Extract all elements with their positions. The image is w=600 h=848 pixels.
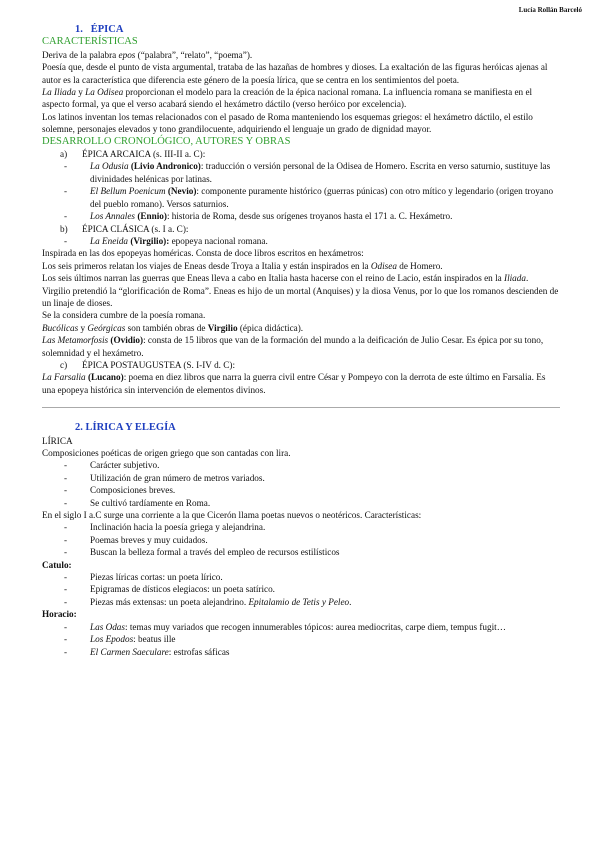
paragraph: Poesía que, desde el punto de vista argumental, trataba de las hazañas de hombres y dioses. La exaltación de las figuras heróicas ajenas al autor es la característica que diferencia este género de la poesía lírica, que se centra en los sentimientos del poeta.: [42, 62, 548, 85]
section-heading-lirica: [75, 422, 560, 434]
paragraph: Los seis primeros relatan los viajes de Eneas desde Troya a Italia y están inspirados en la Odisea de Homero.: [42, 260, 443, 271]
list-item: - La Eneida (Virgilio): epopeya nacional romana.: [64, 235, 268, 246]
section-divider: [42, 407, 560, 408]
section-heading-epica: [75, 24, 560, 36]
paragraph: La Farsalia (Lucano): poema en diez libros que narra la guerra civil entre César y Pompeyo con la derrota de este último en Farsalia. Es una epopeya histórica sin intervención de elementos divinos.: [42, 372, 546, 395]
section-title: ÉPICA: [90, 24, 124, 35]
paragraph: Se la considera cumbre de la poesía romana.: [42, 310, 206, 321]
list-item: c) ÉPICA POSTAUGUSTEA (S. I-IV d. C):: [60, 359, 235, 370]
paragraph: Virgilio pretendió la “glorificación de Roma”. Eneas es hijo de un mortal (Anquises) y la diosa Venus, por lo que los romanos descienden de un linaje de dioses.: [42, 285, 559, 308]
list-item: - Poemas breves y muy cuidados.: [64, 534, 208, 545]
list-item: - Utilización de gran número de metros variados.: [64, 472, 265, 483]
list-item: - Los Annales (Ennio): historia de Roma, desde sus orígenes troyanos hasta el 171 a. C. Hexámetro.: [64, 211, 453, 222]
list-item: - El Carmen Saeculare: estrofas sáficas: [64, 646, 230, 657]
section-title: LÍRICA Y ELEGÍA: [85, 422, 176, 434]
list-item: - Los Epodos: beatus ille: [64, 634, 176, 645]
paragraph: La Iliada y La Odisea proporcionan el modelo para la creación de la épica nacional romana. La influencia romana se manifiesta en el aspecto formal, ya que el verso acabará siendo el hexámetro dáctilo (verso heróico por excelencia).: [42, 87, 533, 110]
list-item: b) ÉPICA CLÁSICA (s. I a. C):: [60, 223, 189, 234]
list-item: - Carácter subjetivo.: [64, 460, 160, 471]
author-heading-horacio: Horacio:: [42, 609, 77, 620]
author-heading-catulo: Catulo:: [42, 559, 72, 570]
subheading-desarrollo: DESARROLLO CRONOLÓGICO, AUTORES Y OBRAS: [42, 135, 291, 147]
list-item: - La Odusia (Livio Andronico): traducción o versión personal de la Odisea de Homero. Escrita en verso saturnio, sustituye las divinidades helénicas por latinas.: [64, 161, 551, 184]
paragraph: En el siglo I a.C surge una corriente a la que Cicerón llama poetas nuevos o neotéricos. Características:: [42, 510, 422, 521]
list-item: a) ÉPICA ARCAICA (s. III-II a. C):: [60, 149, 206, 160]
paragraph: Los latinos inventan los temas relacionados con el pasado de Roma manteniendo los esquemas griegos: el hexámetro dáctilo, el estilo solemne, personajes elevados y tono grandilocuente, adquiriendo el lenguaje un grado de dignidad mayor.: [42, 111, 533, 135]
list-item: - Buscan la belleza formal a través del empleo de recursos estilísticos: [64, 547, 340, 558]
author-name: Lucía Rollán Barceló: [518, 6, 582, 14]
list-item: - Se cultivó tardíamente en Roma.: [64, 497, 211, 508]
paragraph: Deriva de la palabra epos (“palabra”, “relato”, “poema”).: [42, 49, 253, 60]
list-item: - Inclinación hacia la poesía griega y alejandrina.: [64, 522, 266, 533]
paragraph: Bucólicas y Geórgicas son también obras de Virgilio (épica didáctica).: [42, 322, 304, 333]
list-item: - Las Odas: temas muy variados que recogen innumerables tópicos: aurea mediocritas, carpe diem, tempus fugit…: [64, 621, 506, 632]
paragraph: Composiciones poéticas de origen griego que son cantadas con lira.: [42, 448, 291, 458]
section-number: 2.: [75, 422, 83, 434]
list-item: - Epigramas de dísticos elegiacos: un poeta satírico.: [64, 584, 275, 595]
paragraph: Las Metamorfosis (Ovidio): consta de 15 libros que van de la formación del mundo a la deificación de Julio Cesar. Es épica por su tono, solemnidad y el hexámetro.: [42, 335, 544, 358]
document-page: [42, 24, 560, 658]
subheading-caracteristicas: CARACTERÍSTICAS: [42, 36, 138, 48]
list-item: - El Bellum Poenicum (Nevio): componente puramente histórico (guerras púnicas) con otro mítico y legendario (origen troyano del pueblo romano). Versos saturnios.: [64, 186, 554, 209]
section-number: 1.: [75, 24, 83, 35]
list-item: - Piezas más extensas: un poeta alejandrino. Epitalamio de Tetis y Peleo.: [64, 596, 352, 607]
paragraph: Inspirada en las dos epopeyas homéricas. Consta de doce libros escritos en hexámetros:: [42, 248, 364, 259]
subheading-lirica: LÍRICA: [42, 435, 73, 446]
list-item: - Composiciones breves.: [64, 485, 176, 496]
list-item: - Piezas líricas cortas: un poeta lírico.: [64, 572, 223, 583]
paragraph: Los seis últimos narran las guerras que Eneas lleva a cabo en Italia hasta hacerse con el reino de Lacio, están inspirados en la Iliada.: [42, 273, 529, 284]
